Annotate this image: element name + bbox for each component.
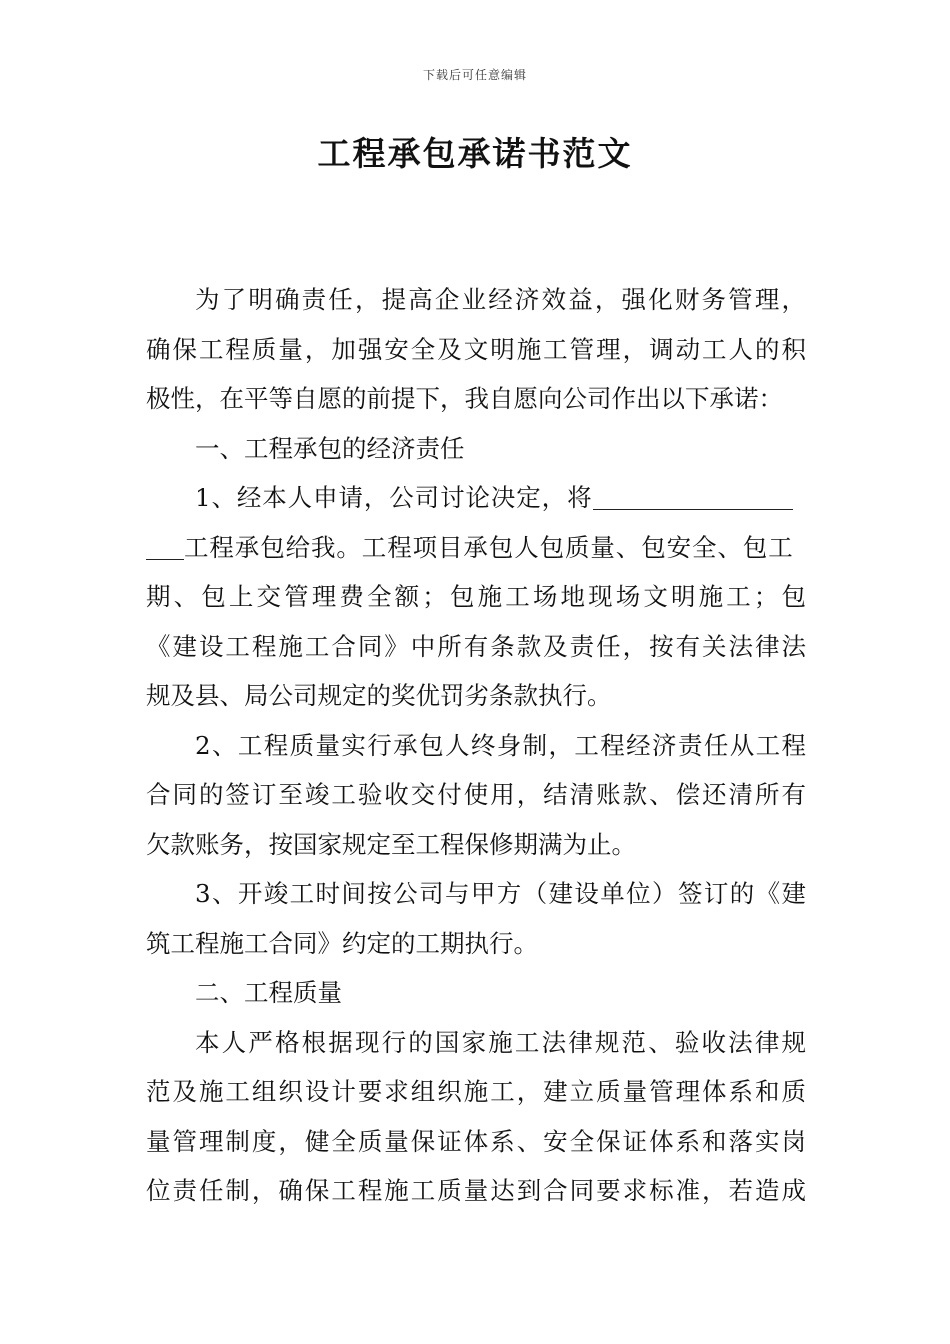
paragraph-line: 规及县、局公司规定的奖优罚劣条款执行。 xyxy=(146,681,612,710)
paragraph-line: 筑工程施工合同》约定的工期执行。 xyxy=(146,928,538,958)
paragraph-line xyxy=(146,473,806,523)
fill-in-blank xyxy=(593,483,793,510)
paragraph-line: 位责任制，确保工程施工质量达到合同要求标准，若造成 xyxy=(146,1176,806,1205)
paragraph-line: 量管理制度，健全质量保证体系、安全保证体系和落实岗 xyxy=(146,1126,806,1156)
paragraph-line: 《建设工程施工合同》中所有条款及责任，按有关法律法 xyxy=(146,631,806,661)
paragraph-line: 确保工程质量，加强安全及文明施工管理，调动工人的积 xyxy=(146,334,806,364)
document-title: 工程承包承诺书范文 xyxy=(317,134,633,173)
paragraph-line xyxy=(146,523,806,573)
paragraph-line: 为了明确责任，提高企业经济效益，强化财务管理， xyxy=(195,285,806,314)
paragraph-line: 本人严格根据现行的国家施工法律规范、验收法律规 xyxy=(195,1027,806,1057)
header-note: 下载后可任意编辑 xyxy=(422,68,527,82)
paragraph-line: 极性，在平等自愿的前提下，我自愿向公司作出以下承诺： xyxy=(146,384,783,413)
paragraph-line: 2、工程质量实行承包人终身制，工程经济责任从工程 xyxy=(195,730,806,760)
paragraph-line: 3、开竣工时间按公司与甲方（建设单位）签订的《建 xyxy=(195,879,806,908)
paragraph-line-text: 工程承包给我。工程项目承包人包质量、包安全、包工 xyxy=(184,532,794,562)
section-heading: 二、工程质量 xyxy=(195,978,342,1007)
document-body xyxy=(146,275,806,1216)
section-heading: 一、工程承包的经济责任 xyxy=(195,433,465,463)
paragraph-line-text: 1、经本人申请，公司讨论决定，将 xyxy=(195,483,593,512)
paragraph-line: 欠款账务，按国家规定至工程保修期满为止。 xyxy=(146,829,636,859)
paragraph-line: 合同的签订至竣工验收交付使用，结清账款、偿还清所有 xyxy=(146,780,806,809)
paragraph-line: 期、包上交管理费全额；包施工场地现场文明施工；包 xyxy=(146,582,806,611)
fill-in-blank xyxy=(146,533,184,560)
paragraph-line: 范及施工组织设计要求组织施工，建立质量管理体系和质 xyxy=(146,1077,806,1106)
